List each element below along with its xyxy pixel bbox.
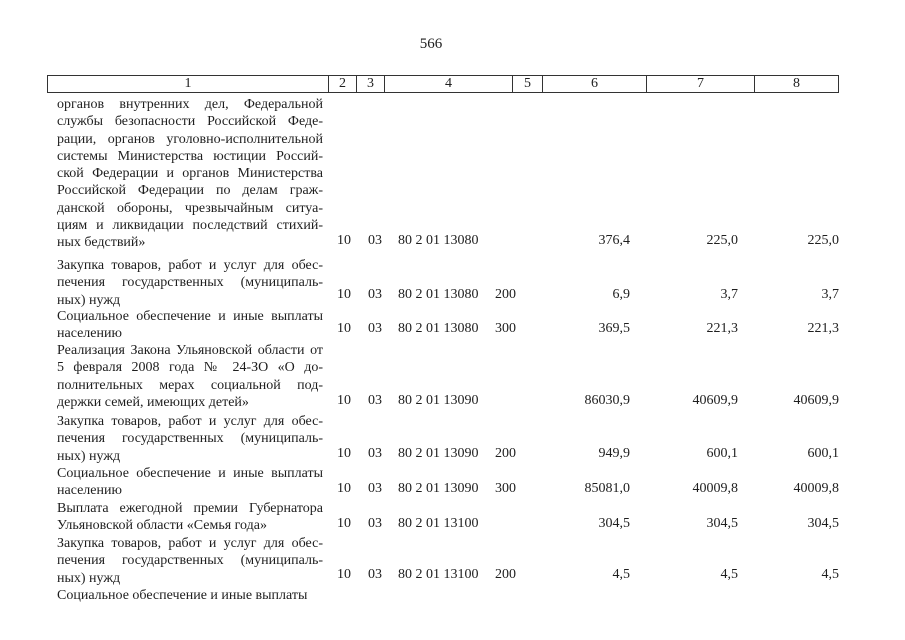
row-target-code: 80 2 01 13090 (398, 393, 479, 408)
row-amount-col8: 4,5 (821, 567, 839, 582)
row-section: 10 (337, 481, 351, 496)
row-amount-col7: 304,5 (706, 516, 738, 531)
row-amount-col6: 85081,0 (584, 481, 630, 496)
row-amount-col6: 304,5 (598, 516, 630, 531)
row-subsection: 03 (368, 567, 382, 582)
header-col-6: 6 (543, 76, 647, 93)
row-description: органов внутренних дел, Федеральной службы безопасности Российской Феде-рации, органов уголовно-исполнительной системы Министерства юстиции Россий-ской Федерации и органов Министерства Российской Федерации по делам граж-данской обороны, чрезвычайным ситуа-циям и ликвидации последствий стихий-ных бедствий» (57, 97, 323, 251)
row-amount-col6: 949,9 (598, 446, 630, 461)
row-amount-col8: 3,7 (821, 287, 839, 302)
row-target-code: 80 2 01 13090 (398, 481, 479, 496)
header-col-3: 3 (357, 76, 385, 93)
row-description: Реализация Закона Ульяновской области от 5 февраля 2008 года № 24-ЗО «О до-полнительных мерах социальной под-держки семей, имеющих детей» (57, 343, 323, 410)
row-subsection: 03 (368, 393, 382, 408)
row-amount-col7: 600,1 (706, 446, 738, 461)
header-col-7: 7 (647, 76, 755, 93)
row-description: Социальное обеспечение и иные выплаты населению (57, 466, 323, 499)
row-subsection: 03 (368, 287, 382, 302)
row-subsection: 03 (368, 481, 382, 496)
row-amount-col6: 4,5 (612, 567, 630, 582)
row-amount-col8: 304,5 (807, 516, 839, 531)
row-target-code: 80 2 01 13090 (398, 446, 479, 461)
header-col-1: 1 (48, 76, 329, 93)
row-subsection: 03 (368, 446, 382, 461)
row-target-code: 80 2 01 13100 (398, 516, 479, 531)
row-description: Закупка товаров, работ и услуг для обес-печения государственных (муниципаль-ных) нужд (57, 258, 323, 308)
row-amount-col7: 40609,9 (692, 393, 738, 408)
row-description: Выплата ежегодной премии Губернатора Ульяновской области «Семья года» (57, 501, 323, 534)
row-amount-col7: 221,3 (706, 321, 738, 336)
row-amount-col6: 369,5 (598, 321, 630, 336)
row-section: 10 (337, 393, 351, 408)
header-col-2: 2 (329, 76, 357, 93)
row-section: 10 (337, 321, 351, 336)
row-amount-col8: 40609,9 (793, 393, 839, 408)
row-amount-col7: 40009,8 (692, 481, 738, 496)
header-row (48, 76, 839, 93)
row-amount-col7: 225,0 (706, 233, 738, 248)
row-subsection: 03 (368, 321, 382, 336)
header-col-8: 8 (755, 76, 839, 93)
row-description: Закупка товаров, работ и услуг для обес-печения государственных (муниципаль-ных) нужд (57, 414, 323, 464)
row-amount-col8: 40009,8 (793, 481, 839, 496)
header-col-5: 5 (513, 76, 543, 93)
row-section: 10 (337, 446, 351, 461)
row-expense-type: 200 (495, 567, 516, 582)
row-section: 10 (337, 233, 351, 248)
row-description: Социальное обеспечение и иные выплаты (57, 588, 308, 603)
row-target-code: 80 2 01 13080 (398, 287, 479, 302)
row-amount-col6: 376,4 (598, 233, 630, 248)
page-number: 566 (419, 36, 443, 52)
row-amount-col8: 225,0 (807, 233, 839, 248)
row-expense-type: 200 (495, 446, 516, 461)
row-expense-type: 300 (495, 481, 516, 496)
row-target-code: 80 2 01 13080 (398, 321, 479, 336)
row-section: 10 (337, 516, 351, 531)
row-amount-col7: 4,5 (720, 567, 738, 582)
row-amount-col6: 6,9 (612, 287, 630, 302)
column-header-table (47, 75, 839, 93)
row-section: 10 (337, 287, 351, 302)
row-expense-type: 200 (495, 287, 516, 302)
row-expense-type: 300 (495, 321, 516, 336)
row-target-code: 80 2 01 13080 (398, 233, 479, 248)
row-amount-col6: 86030,9 (584, 393, 630, 408)
row-subsection: 03 (368, 516, 382, 531)
header-col-4: 4 (385, 76, 513, 93)
row-subsection: 03 (368, 233, 382, 248)
row-amount-col7: 3,7 (720, 287, 738, 302)
row-section: 10 (337, 567, 351, 582)
row-target-code: 80 2 01 13100 (398, 567, 479, 582)
row-amount-col8: 221,3 (807, 321, 839, 336)
row-amount-col8: 600,1 (807, 446, 839, 461)
row-description: Закупка товаров, работ и услуг для обес-печения государственных (муниципаль-ных) нужд (57, 536, 323, 586)
row-description: Социальное обеспечение и иные выплаты населению (57, 309, 323, 342)
